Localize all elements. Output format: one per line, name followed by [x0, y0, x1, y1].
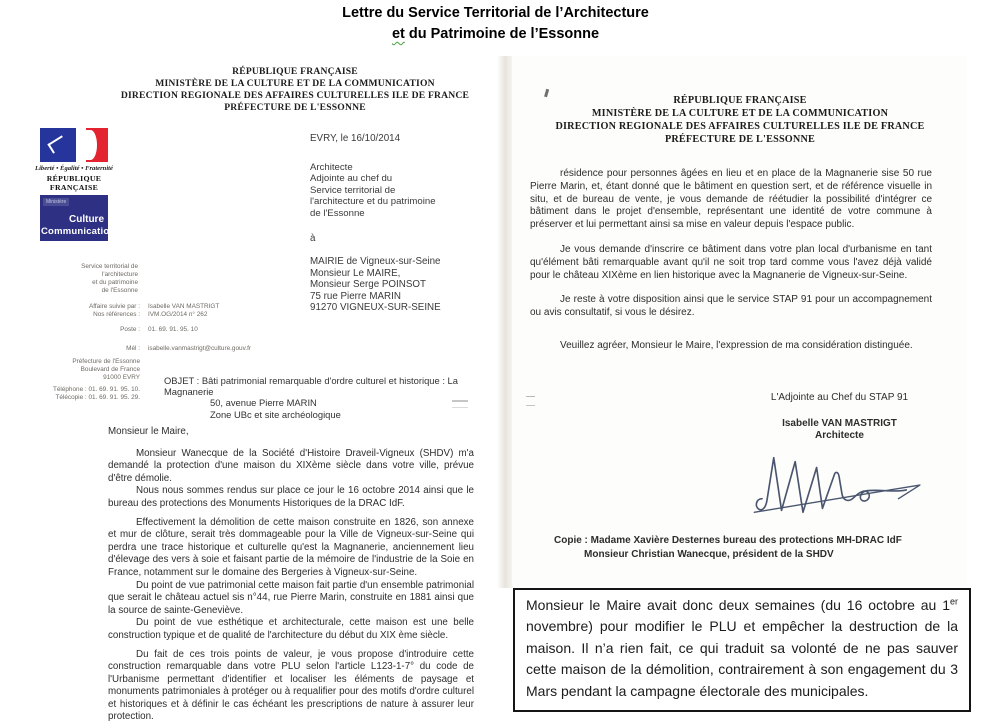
- letterhead-line: DIRECTION REGIONALE DES AFFAIRES CULTURELLES ILE DE FRANCE: [520, 120, 960, 133]
- republique-name: RÉPUBLIQUE FRANÇAISE: [22, 174, 126, 192]
- contact-value: 01. 69. 91. 95. 10: [148, 326, 338, 334]
- prefecture-address-block: [22, 358, 140, 382]
- sender-line: Service territorial de: [310, 185, 436, 196]
- contact-label: Poste :: [22, 326, 140, 334]
- paragraph: Nous nous sommes rendus sur place ce jour le 16 octobre 2014 ainsi que le bureau des protections des Monuments Historiques de la DRAC IdF.: [108, 485, 474, 510]
- flag-red-band: [86, 128, 108, 162]
- contact-value: Isabelle VAN MASTRIGT: [148, 303, 338, 311]
- paragraph: Du point de vue esthétique et architecturale, cette maison est une belle construction typique et de qualité de l'architecture du début du XIX ème siècle.: [108, 617, 474, 642]
- letterhead-line: MINISTÈRE DE LA CULTURE ET DE LA COMMUNICATION: [75, 78, 515, 90]
- contact-value: isabelle.vanmastrigt@culture.gouv.fr: [148, 345, 338, 353]
- copy-line: Copie : Madame Xavière Desternes bureau des protections MH-DRAC IdF: [554, 534, 902, 548]
- service-line: de l'Essonne: [48, 287, 138, 295]
- letter-body-right: [530, 168, 932, 353]
- contact-value: IVM.OG/2014 n° 262: [148, 311, 338, 319]
- signatory-title: L'Adjointe au Chef du STAP 91: [712, 392, 967, 403]
- copy-block: [554, 534, 902, 561]
- page-title-line1: Lettre du Service Territorial de l’Architecture: [0, 3, 991, 24]
- sender-line: de l'Essonne: [310, 208, 436, 219]
- sender-block: [310, 162, 436, 219]
- paragraph: Effectivement la démolition de cette maison construite en 1826, son annexe et mur de clôture, serait très dommageable pour la Ville de Vigneux-sur-Seine qui perdra une trace historique et culturelle qu'est la Magnanerie, anciennement lieu d'élevage des vers à soie et faisant partie de la mémoire de l'industrie de la Soie en France, notamment sur le domaine des Bergeries à Vigneux-sur-Seine.: [108, 517, 474, 580]
- closing-formula: Veuillez agréer, Monsieur le Maire, l'expression de ma considération distinguée.: [530, 340, 932, 353]
- paragraph: Du fait de ces trois points de valeur, je vous propose d'introduire cette construction remarquable dans votre PLU selon l'article L123-1-7° du code de l'Urbanisme permettant d'identifier et localiser les éléments de paysage et monuments patrimoniales à protéger ou à requalifier pour des motifs d'ordre culturel et historiques et à définir le cas échéant les prescriptions de nature à assurer leur protection.: [108, 649, 474, 724]
- letter-page-2: [512, 56, 967, 586]
- letterhead-line: PRÉFECTURE DE L'ESSONNE: [75, 102, 515, 114]
- letterhead-line: DIRECTION REGIONALE DES AFFAIRES CULTURELLES ILE DE FRANCE: [75, 90, 515, 102]
- salutation: Monsieur le Maire,: [108, 426, 474, 439]
- commentary-text: novembre) pour modifier le PLU et empêcher la destruction de la maison. Il n’a rien fait, ce qui traduit sa volonté de ne pas sauver cette maison de la démolition, contrairement à son engagement du 3 Mars pendant la campagne électorale des municipales.: [526, 618, 958, 698]
- prefecture-line: Préfecture de l'Essonne: [22, 358, 140, 366]
- page-title-line2-rest: du Patrimoine de l’Essonne: [405, 26, 599, 42]
- service-territorial-block: [48, 263, 138, 295]
- letterhead-left: [75, 66, 515, 114]
- paragraph: Du point de vue patrimonial cette maison fait partie d'un ensemble patrimonial que serait le château actuel sis n°44, rue Pierre Marin, construite en 1881 ainsi que la source de sainte-Geneviève.: [108, 580, 474, 618]
- phone-line: Téléphone : 01. 69. 91. 95. 10.: [18, 386, 140, 394]
- spellcheck-underlined-word: et: [392, 26, 405, 42]
- paragraph: Monsieur Wanecque de la Société d'Histoire Draveil-Vigneux (SHDV) m'a demandé la protection d'une maison du XIXème siècle dans votre ville, prévue d'être démolie.: [108, 448, 474, 486]
- letter-body-left: [108, 426, 474, 724]
- sender-line: Adjointe au chef du: [310, 173, 436, 184]
- recipient-line: Monsieur Serge POINSOT: [310, 279, 441, 291]
- contact-label: Mél :: [22, 345, 140, 353]
- prefecture-line: Boulevard de France: [22, 366, 140, 374]
- letterhead-line: RÉPUBLIQUE FRANÇAISE: [520, 94, 960, 107]
- sender-line: Architecte: [310, 162, 436, 173]
- commentary-box: [513, 588, 971, 712]
- scan-artifact: [526, 396, 535, 406]
- letter-page-1: [18, 50, 498, 711]
- objet-label: OBJET :: [164, 375, 199, 386]
- french-flag-icon: [40, 128, 108, 162]
- ministere-culture-label: Culture: [69, 214, 104, 225]
- recipient-line: Monsieur Le MAIRE,: [310, 268, 441, 280]
- commentary-text: Monsieur le Maire avait donc deux semaines (du 16 octobre au 1: [526, 597, 950, 613]
- contact-label: Nos références :: [22, 311, 140, 319]
- ministere-communication-label: Communication: [41, 226, 115, 237]
- ordinal-superscript: er: [950, 596, 958, 606]
- recipient-line: MAIRIE de Vigneux-sur-Seine: [310, 256, 441, 268]
- republique-motto: Liberté • Égalité • Fraternité: [26, 165, 122, 172]
- letterhead-line: MINISTÈRE DE LA CULTURE ET DE LA COMMUNICATION: [520, 107, 960, 120]
- letterhead-line: RÉPUBLIQUE FRANÇAISE: [75, 66, 515, 78]
- ministere-tag: Ministère: [43, 198, 69, 206]
- contact-label: Affaire suivie par :: [22, 303, 140, 311]
- service-line: l'architecture: [48, 271, 138, 279]
- ministere-culture-logo: [40, 195, 108, 241]
- objet-line3: Zone UBc et site archéologique: [164, 409, 498, 420]
- letterhead-line: PRÉFECTURE DE L'ESSONNE: [520, 133, 960, 146]
- flag-blue-band: [40, 128, 76, 162]
- objet-line2: 50, avenue Pierre MARIN: [164, 397, 498, 408]
- letterhead-right: [520, 94, 960, 146]
- sender-line: l'architecture et du patrimoine: [310, 196, 436, 207]
- to-label: à: [310, 233, 315, 244]
- scan-page-edge-shadow: [497, 56, 513, 588]
- objet-line1: [164, 375, 498, 397]
- phone-block: [18, 386, 140, 402]
- page-title: [0, 3, 991, 45]
- page-title-line2: [0, 24, 991, 45]
- letter-date: EVRY, le 16/10/2014: [310, 133, 400, 144]
- objet-text: Bâti patrimonial remarquable d'ordre culturel et historique : La Magnanerie: [164, 375, 458, 397]
- paragraph: Je reste à votre disposition ainsi que le service STAP 91 pour un accompagnement ou avis consultatif, si vous le désirez.: [530, 294, 932, 320]
- recipient-line: 91270 VIGNEUX-SUR-SEINE: [310, 302, 441, 314]
- phone-line: Télécopie : 01. 69. 91. 95. 29.: [18, 394, 140, 402]
- service-line: et du patrimoine: [48, 279, 138, 287]
- signatory-role: Architecte: [712, 430, 967, 441]
- copy-line: Monsieur Christian Wanecque, président de la SHDV: [554, 548, 902, 562]
- recipient-line: 75 rue Pierre MARIN: [310, 291, 441, 303]
- signature-scribble: [750, 448, 930, 524]
- paragraph: résidence pour personnes âgées en lieu et en place de la Magnanerie sise 50 rue Pierre Marin, et, étant donné que le bâtiment en question sert, et de référence visuelle in situ, et de bureau de vente, je vous demande de réétudier la possibilité d'intégrer ce bâtiment dans le projet d'ensemble, représentant une identité de votre commune à préserver et lui permettant ainsi sa mise en valeur depuis l'espace public.: [530, 168, 932, 232]
- paragraph: Je vous demande d'inscrire ce bâtiment dans votre plan local d'urbanisme en tant qu'élément bâti remarquable avant qu'il ne soit trop tard comme vous l'avez déjà validé pour le château XIXème en lien historique avec la Magnanerie de Vigneux-sur-Seine.: [530, 244, 932, 282]
- objet-block: [164, 375, 498, 420]
- service-line: Service territorial de: [48, 263, 138, 271]
- scan-artifact: [452, 400, 468, 408]
- signatory-name: Isabelle VAN MASTRIGT: [712, 417, 967, 430]
- prefecture-line: 91000 EVRY: [22, 374, 140, 382]
